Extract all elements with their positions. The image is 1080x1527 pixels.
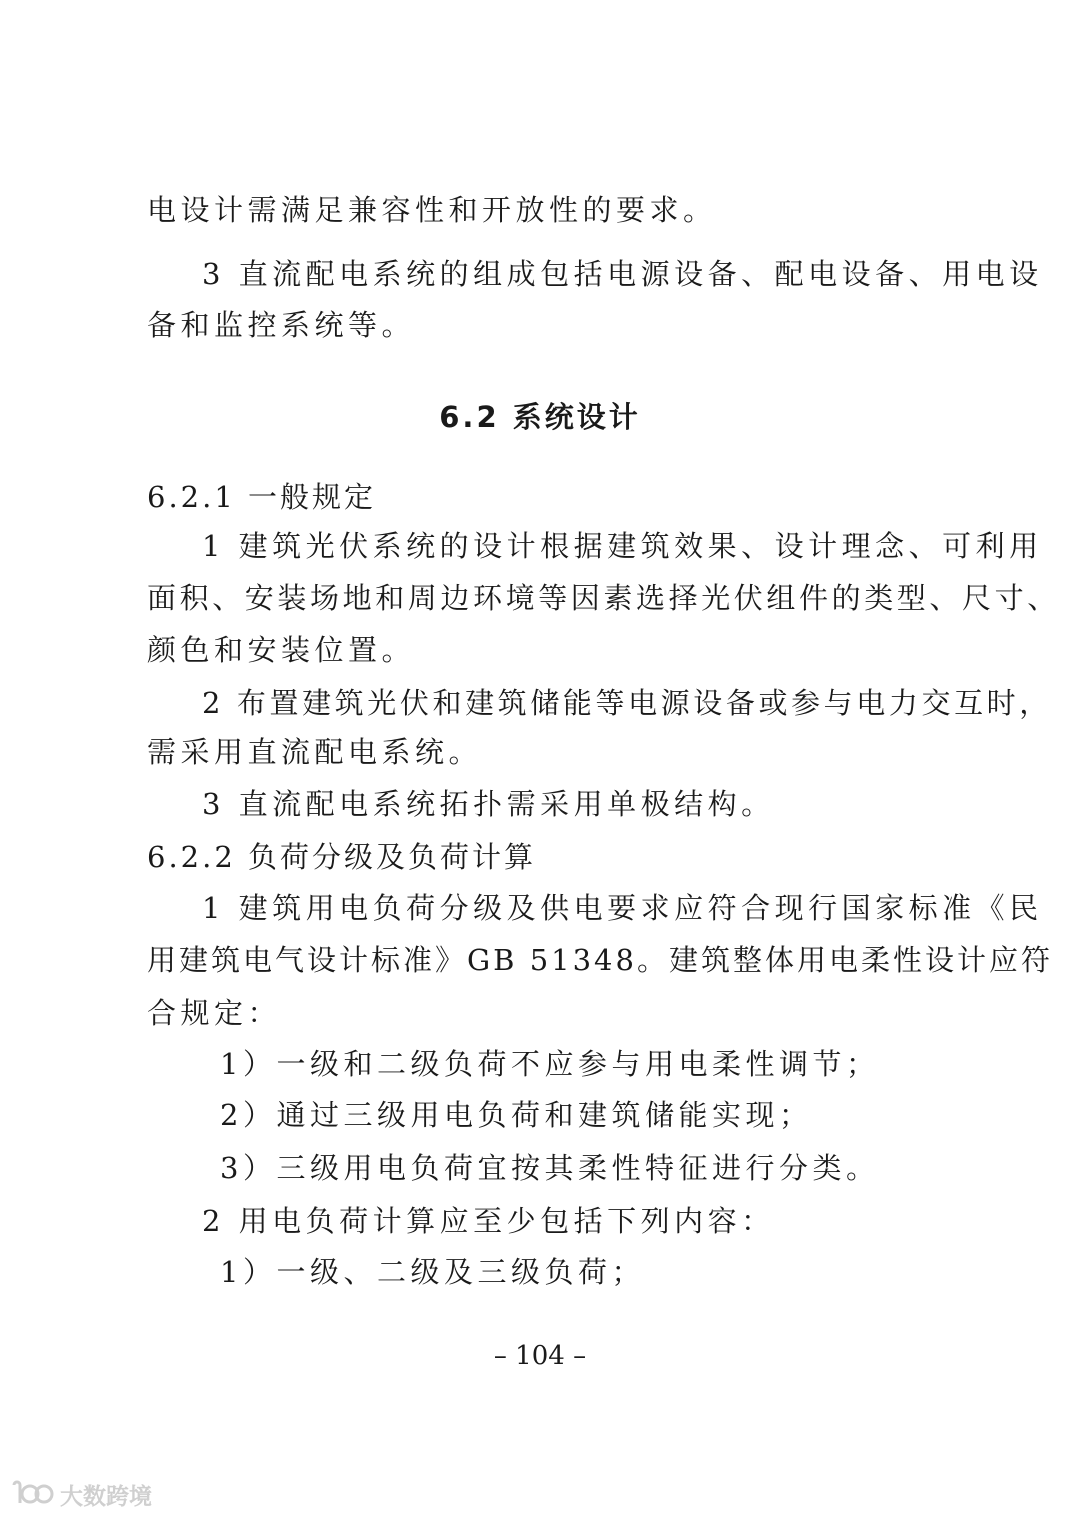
list-item: 1）一级、二级及三级负荷； bbox=[220, 1255, 645, 1289]
clause-title: 6.2.2 负荷分级及负荷计算 bbox=[147, 840, 537, 874]
watermark bbox=[10, 1472, 152, 1516]
paragraph-line: 需采用直流配电系统。 bbox=[147, 735, 483, 769]
paragraph-line: 2 布置建筑光伏和建筑储能等电源设备或参与电力交互时， bbox=[202, 686, 1052, 720]
page-number: – 104 – bbox=[493, 1341, 587, 1371]
paragraph-line: 备和监控系统等。 bbox=[147, 308, 416, 342]
paragraph-line: 电设计需满足兼容性和开放性的要求。 bbox=[147, 193, 717, 227]
list-item: 3）三级用电负荷宜按其柔性特征进行分类。 bbox=[220, 1151, 880, 1185]
paragraph-line: 合规定： bbox=[147, 996, 282, 1030]
logo-icon bbox=[10, 1479, 54, 1509]
paragraph-line: 2 用电负荷计算应至少包括下列内容： bbox=[202, 1204, 775, 1238]
paragraph-line: 用建筑电气设计标准》GB 51348。建筑整体用电柔性设计应符 bbox=[147, 943, 1053, 977]
watermark-text: 大数跨境 bbox=[60, 1483, 152, 1510]
paragraph-line: 1 建筑光伏系统的设计根据建筑效果、设计理念、可利用 bbox=[202, 529, 1043, 563]
paragraph-line: 3 直流配电系统拓扑需采用单极结构。 bbox=[202, 787, 775, 821]
paragraph-line: 面积、安装场地和周边环境等因素选择光伏组件的类型、尺寸、 bbox=[147, 581, 1060, 615]
list-item: 2）通过三级用电负荷和建筑储能实现； bbox=[220, 1098, 813, 1132]
clause-title: 6.2.1 一般规定 bbox=[147, 480, 377, 514]
section-heading: 6.2 系统设计 bbox=[439, 400, 641, 434]
paragraph-line: 颜色和安装位置。 bbox=[147, 633, 416, 667]
paragraph-line: 1 建筑用电负荷分级及供电要求应符合现行国家标准《民 bbox=[202, 891, 1043, 925]
list-item: 1）一级和二级负荷不应参与用电柔性调节； bbox=[220, 1047, 880, 1081]
paragraph-line: 3 直流配电系统的组成包括电源设备、配电设备、用电设 bbox=[202, 257, 1043, 291]
